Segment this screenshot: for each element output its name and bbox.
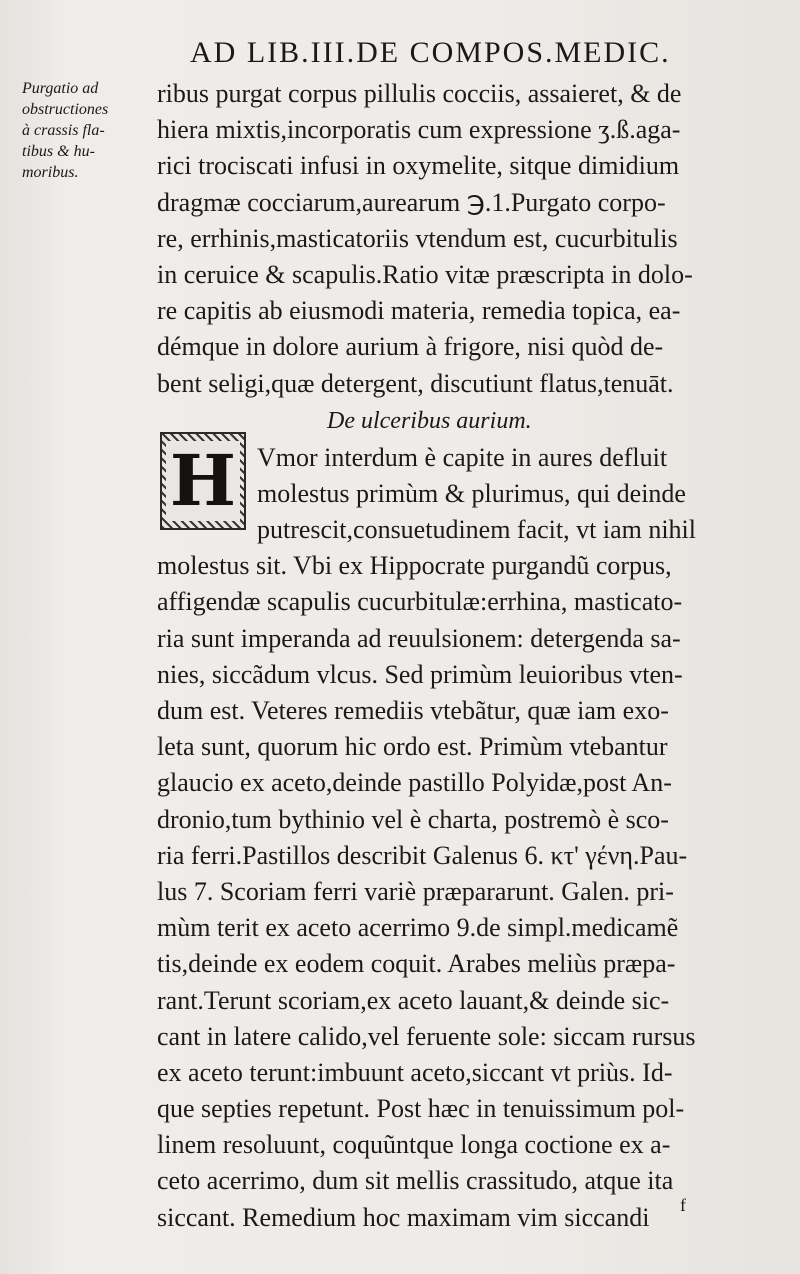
- main-text-block: [157, 76, 757, 1236]
- text-line: Vmor interdum è capite in aures defluit: [257, 442, 668, 472]
- text-line: re capitis ab eiusmodi materia, remedia topica, ea-: [157, 296, 681, 326]
- text-line: putrescit,consuetudinem facit, vt iam nihil: [257, 515, 697, 545]
- running-header: AD LIB.III.DE COMPOS.MEDIC.: [190, 36, 671, 69]
- text-line: cant in latere calido,vel feruente sole: siccam rursus: [157, 1021, 696, 1051]
- text-line: affigendæ scapulis cucurbitulæ:errhina, masticato-: [157, 587, 683, 617]
- margin-note-line: obstructiones: [22, 101, 109, 118]
- text-line: molestus primùm & plurimus, qui deinde: [257, 478, 686, 508]
- text-line: lus 7. Scoriam ferri variè præpararunt. Galen. pri-: [157, 876, 674, 906]
- margin-note: [22, 78, 162, 183]
- text-line: mùm terit ex aceto acerrimo 9.de simpl.medicamẽ: [157, 913, 679, 943]
- text-line: nies, siccãdum vlcus. Sed primùm leuioribus vten-: [157, 659, 683, 689]
- margin-note-line: moribus.: [22, 164, 79, 181]
- text-line: molestus sit. Vbi ex Hippocrate purgandũ corpus,: [157, 551, 672, 581]
- text-line: glaucio ex aceto,deinde pastillo Polyidæ,post An-: [157, 768, 672, 798]
- text-line: ria sunt imperanda ad reuulsionem: detergenda sa-: [157, 623, 681, 653]
- decorated-initial: [160, 432, 246, 530]
- text-line: leta sunt, quorum hic ordo est. Primùm vtebantur: [157, 732, 668, 762]
- margin-note-line: à crassis fla-: [22, 122, 105, 139]
- text-line: démque in dolore aurium à frigore, nisi quòd de-: [157, 332, 664, 362]
- text-line: tis,deinde ex eodem coquit. Arabes meliùs præpa-: [157, 949, 676, 979]
- text-line: ribus purgat corpus pillulis cocciis, assaieret, & de: [157, 79, 682, 108]
- text-line: ex aceto terunt:imbuunt aceto,siccant vt priùs. Id-: [157, 1057, 673, 1087]
- text-line: linem resoluunt, coquũntque longa coctione ex a-: [157, 1130, 671, 1160]
- text-line: rici trociscati infusi in oxymelite, sitque dimidium: [157, 151, 680, 181]
- text-line: re, errhinis,masticatoriis vtendum est, cucurbitulis: [157, 223, 678, 253]
- text-line: ceto acerrimo, dum sit mellis crassitudo, atque ita: [157, 1166, 674, 1196]
- text-line: hiera mixtis,incorporatis cum expressione ʒ.ß.aga-: [157, 115, 681, 145]
- margin-note-line: tibus & hu-: [22, 143, 95, 160]
- catchword: f: [680, 1195, 686, 1215]
- text-line: dronio,tum bythinio vel è charta, postremò è sco-: [157, 804, 669, 834]
- margin-note-line: Purgatio ad: [22, 80, 99, 97]
- text-line: in ceruice & scapulis.Ratio vitæ præscripta in dolo-: [157, 259, 693, 289]
- text-line: dragmæ cocciarum,aurearum ℈.1.Purgato corpo-: [157, 187, 666, 217]
- section-heading: De ulceribus aurium.: [327, 407, 532, 434]
- text-line: dum est. Veteres remediis vtebãtur, quæ iam exo-: [157, 696, 669, 725]
- text-line: que septies repetunt. Post hæc in tenuissimum pol-: [157, 1094, 685, 1124]
- text-line: bent seligi,quæ detergent, discutiunt flatus,tenuāt.: [157, 368, 674, 398]
- text-line: ria ferri.Pastillos describit Galenus 6. κτ' γένη.Pau-: [157, 840, 688, 870]
- drop-cap-letter: H: [166, 441, 240, 521]
- text-line: siccant. Remedium hoc maximam vim siccandi: [157, 1202, 650, 1232]
- text-line: rant.Terunt scoriam,ex aceto lauant,& deinde sic-: [157, 985, 670, 1015]
